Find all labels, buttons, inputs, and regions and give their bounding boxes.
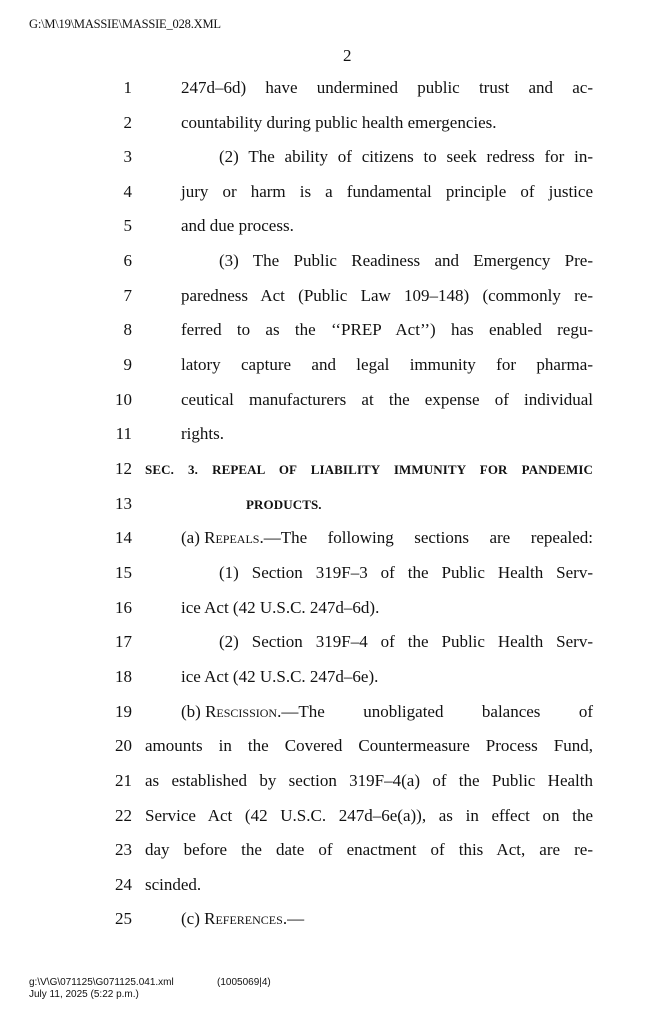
- line-text: amounts in the Covered Countermeasure Process Fund,: [145, 736, 593, 755]
- header-file-path: G:\M\19\MASSIE\MASSIE_028.XML: [29, 17, 221, 31]
- line-number: 17: [115, 632, 132, 651]
- line-text: and due process.: [181, 216, 294, 235]
- line-text: Service Act (42 U.S.C. 247d–6e(a)), as in effect on the: [145, 806, 593, 825]
- bill-line: [0, 806, 654, 840]
- bill-line: [0, 147, 654, 181]
- line-text: (2) Section 319F–4 of the Public Health Serv-: [219, 632, 593, 651]
- line-number: 24: [115, 875, 132, 894]
- subsection-heading: Rescission: [205, 702, 278, 721]
- line-number: 1: [123, 78, 132, 97]
- line-number: 10: [115, 390, 132, 409]
- bill-line: [0, 355, 654, 389]
- line-text: (3) The Public Readiness and Emergency Pre-: [219, 251, 593, 270]
- line-number: 23: [115, 840, 132, 859]
- line-number: 3: [123, 147, 132, 166]
- line-number: 12: [115, 459, 132, 478]
- line-number: 4: [123, 182, 132, 201]
- line-text: ferred to as the ‘‘PREP Act’’) has enabled regu-: [181, 320, 593, 339]
- line-number: 7: [123, 286, 132, 305]
- line-number: 21: [115, 771, 132, 790]
- bill-line: [0, 390, 654, 424]
- line-number: 20: [115, 736, 132, 755]
- line-text: (2) The ability of citizens to seek redress for in-: [219, 147, 593, 166]
- line-number: 15: [115, 563, 132, 582]
- bill-line: [0, 702, 654, 736]
- line-number: 8: [123, 320, 132, 339]
- bill-line: [0, 182, 654, 216]
- line-text: scinded.: [145, 875, 202, 894]
- line-number: 16: [115, 598, 132, 617]
- line-text: day before the date of enactment of this Act, are re-: [145, 840, 593, 859]
- bill-line: [0, 113, 654, 147]
- line-number: 19: [115, 702, 132, 721]
- line-number: 5: [123, 216, 132, 235]
- bill-line: [0, 667, 654, 701]
- footer-timestamp: July 11, 2025 (5:22 p.m.): [29, 989, 139, 1000]
- line-text: .—: [282, 909, 305, 928]
- line-number: 2: [123, 113, 132, 132]
- line-text: countability during public health emergencies.: [181, 113, 497, 132]
- line-number: 6: [123, 251, 132, 270]
- line-text: as established by section 319F–4(a) of the Public Health: [145, 771, 593, 790]
- bill-line: [0, 598, 654, 632]
- subsection-label: (b): [181, 702, 206, 721]
- bill-line: [0, 251, 654, 285]
- subsection-heading: Repeals: [204, 528, 260, 547]
- line-text: (1) Section 319F–3 of the Public Health Serv-: [219, 563, 593, 582]
- line-number: 18: [115, 667, 132, 686]
- line-text: ice Act (42 U.S.C. 247d–6d).: [181, 598, 380, 617]
- subsection-heading: References: [204, 909, 283, 928]
- bill-line: [0, 875, 654, 909]
- bill-line: [0, 909, 654, 943]
- section-heading-cont: PRODUCTS.: [246, 497, 322, 512]
- line-text: rights.: [181, 424, 224, 443]
- line-number: 11: [115, 424, 132, 443]
- line-text: .—The unobligated balances of: [277, 702, 593, 721]
- bill-line: [0, 632, 654, 666]
- line-text: paredness Act (Public Law 109–148) (commonly re-: [181, 286, 593, 305]
- line-text: latory capture and legal immunity for pharma-: [181, 355, 593, 374]
- bill-line: [0, 736, 654, 770]
- line-text: ceutical manufacturers at the expense of individual: [181, 390, 593, 409]
- subsection-label: (a): [181, 528, 205, 547]
- footer-file-path: g:\V\G\071125\G071125.041.xml: [29, 977, 174, 988]
- bill-line: [0, 528, 654, 562]
- bill-line: [0, 286, 654, 320]
- bill-line: [0, 424, 654, 458]
- bill-line: [0, 216, 654, 250]
- bill-line: [0, 494, 654, 528]
- bill-line: [0, 320, 654, 354]
- section-heading: SEC. 3. REPEAL OF LIABILITY IMMUNITY FOR PANDEMIC: [145, 462, 593, 477]
- footer-doc-id: (1005069|4): [217, 977, 271, 988]
- bill-line: [0, 563, 654, 597]
- line-number: 25: [115, 909, 132, 928]
- line-number: 22: [115, 806, 132, 825]
- bill-line: [0, 459, 654, 493]
- line-text: ice Act (42 U.S.C. 247d–6e).: [181, 667, 379, 686]
- page-number: 2: [343, 46, 352, 65]
- subsection-label: (c): [181, 909, 205, 928]
- line-text: .—The following sections are repealed:: [259, 528, 593, 547]
- line-text: jury or harm is a fundamental principle of justice: [181, 182, 593, 201]
- bill-line: [0, 840, 654, 874]
- line-number: 14: [115, 528, 132, 547]
- bill-line: [0, 771, 654, 805]
- line-number: 9: [123, 355, 132, 374]
- line-number: 13: [115, 494, 132, 513]
- bill-line: [0, 78, 654, 112]
- line-text: 247d–6d) have undermined public trust and ac-: [181, 78, 593, 97]
